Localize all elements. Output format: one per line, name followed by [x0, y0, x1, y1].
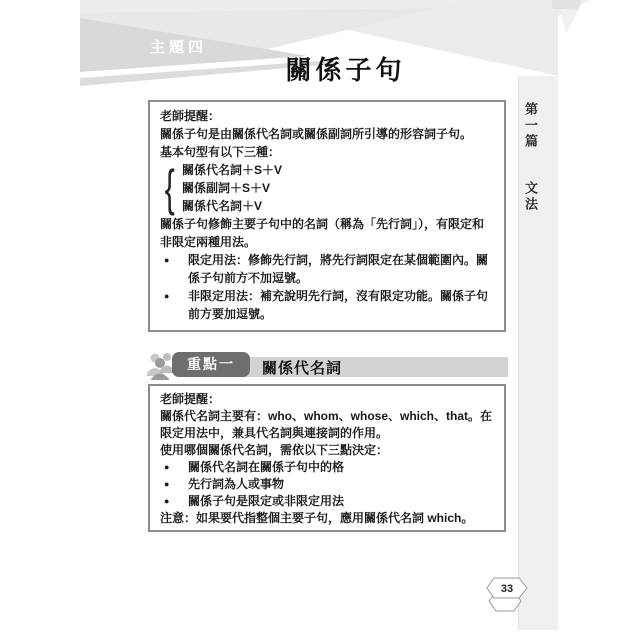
pattern-group [162, 161, 494, 215]
attention-note-line: 注意：如果要代指整個主要子句，應用關係代名詞 which。 [160, 511, 474, 525]
bullet-dot: ● [164, 291, 170, 301]
side-tab-strip [518, 76, 558, 630]
pattern-line: 關係代名詞＋V [182, 199, 263, 213]
side-tab-subject: 文法 [523, 181, 538, 213]
patterns-intro-line: 基本句型有以下三種： [160, 145, 281, 159]
bullet-item [160, 287, 494, 323]
side-tab-text [521, 102, 540, 213]
pronoun-intro-line: 關係代名詞主要有：who、whom、whose、which、that。在限定用法中，兼具代名詞與連接詞的作用。 [160, 409, 492, 440]
brace-glyph: { [164, 160, 175, 216]
page-title: 關係子句 [285, 55, 406, 85]
bullet-dot: ● [164, 496, 170, 506]
side-tab-part: 第一篇 [523, 102, 538, 150]
pattern-line: 關係副詞＋S＋V [182, 181, 271, 195]
bullet-item [160, 476, 494, 493]
bullet-item [160, 251, 494, 287]
bullet-text: 非限定用法：補充說明先行詞，沒有限定功能。關係子句前方要加逗號。 [188, 289, 489, 321]
bullet-dot: ● [164, 479, 170, 489]
keypoint-badge: 重點一 [172, 352, 250, 377]
page-number-badge [480, 574, 536, 618]
modify-note-line: 關係子句修飾主要子句中的名詞（稱為「先行詞」），有限定和非限定兩種用法。 [160, 217, 485, 249]
bullet-dot: ● [164, 255, 170, 265]
topic-banner-label: 主題四 [150, 39, 208, 56]
intro-note-box [148, 100, 506, 332]
note-heading: 老師提醒： [160, 392, 221, 406]
keypoint-note-box [148, 384, 506, 532]
bullet-item [160, 493, 494, 510]
criteria-intro-line: 使用哪個關係代名詞，需依以下三點決定： [160, 443, 389, 457]
section-header-keypoint-1 [145, 350, 508, 380]
bullet-dot: ● [164, 462, 170, 472]
bullet-text: 關係代名詞在關係子句中的格 [188, 460, 345, 474]
note-heading: 老師提醒： [160, 109, 221, 123]
page-number: 33 [500, 583, 514, 595]
bullet-text: 限定用法：修飾先行詞，將先行詞限定在某個範圍內。關係子句前方不加逗號。 [188, 253, 489, 285]
section-title: 關係代名詞 [262, 360, 343, 377]
pattern-line: 關係代名詞＋S＋V [182, 163, 283, 177]
pattern-list [182, 161, 282, 215]
bullet-item [160, 459, 494, 476]
bullet-text: 先行詞為人或事物 [188, 477, 285, 491]
definition-line: 關係子句是由關係代名詞或關係副詞所引導的形容詞子句。 [160, 127, 473, 141]
bullet-text: 關係子句是限定或非限定用法 [188, 494, 345, 508]
